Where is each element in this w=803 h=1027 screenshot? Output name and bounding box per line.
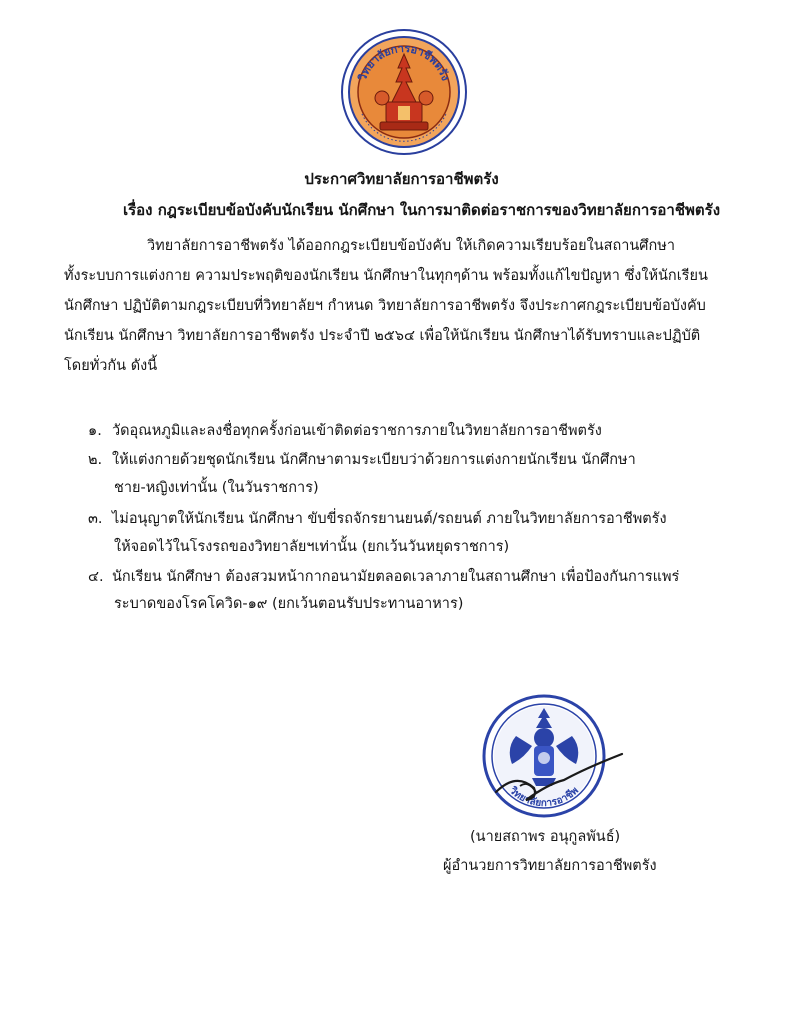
rule-item [88, 567, 679, 587]
rule-number: ๓. [88, 511, 103, 527]
rule-number: ๒. [88, 452, 103, 468]
rule-text-continued: ให้จอดไว้ในโรงรถของวิทยาลัยฯเท่านั้น (ยกเว้นวันหยุดราชการ) [114, 539, 510, 555]
college-seal-icon [340, 28, 468, 156]
rule-number: ๑. [88, 423, 102, 439]
rule-text: นักเรียน นักศึกษา ต้องสวมหน้ากากอนามัยตลอดเวลาภายในสถานศึกษา เพื่อป้องกันการแพร่ [112, 569, 680, 585]
rule-text: วัดอุณหภูมิและลงชื่อทุกครั้งก่อนเข้าติดต่อราชการภายในวิทยาลัยการอาชีพตรัง [112, 423, 602, 439]
body-line: โดยทั่วกัน ดังนี้ [64, 358, 158, 374]
rule-item [88, 509, 667, 529]
rule-text-continued: ระบาดของโรคโควิด-๑๙ (ยกเว้นตอนรับประทานอาหาร) [114, 596, 464, 612]
announcement-subject: เรื่อง กฎระเบียบข้อบังคับนักเรียน นักศึกษา ในการมาติดต่อราชการของวิทยาลัยการอาชีพตรัง [122, 201, 721, 219]
stamp-text: วิทยาลัยการอาชีพ [507, 785, 581, 810]
rule-item [88, 421, 602, 441]
rule-text-continued: ชาย-หญิงเท่านั้น (ในวันราชการ) [114, 480, 319, 496]
garuda-stamp-icon [476, 688, 626, 823]
body-line: ทั้งระบบการแต่งกาย ความประพฤติของนักเรียน นักศึกษาในทุกๆด้าน พร้อมทั้งแก้ไขปัญหา ซึ่งให้นักเรียน [64, 268, 708, 284]
rule-number: ๔. [88, 569, 104, 585]
signatory-name: (นายสถาพร อนุกูลพันธ์) [470, 829, 621, 845]
announcement-title: ประกาศวิทยาลัยการอาชีพตรัง [304, 170, 499, 188]
body-line: วิทยาลัยการอาชีพตรัง ได้ออกกฎระเบียบข้อบังคับ ให้เกิดความเรียบร้อยในสถานศึกษา [147, 238, 675, 254]
rule-item [88, 450, 636, 470]
body-line: นักเรียน นักศึกษา วิทยาลัยการอาชีพตรัง ประจำปี ๒๕๖๔ เพื่อให้นักเรียน นักศึกษาได้รับทราบและปฏิบัติ [64, 328, 701, 344]
signatory-position: ผู้อำนวยการวิทยาลัยการอาชีพตรัง [443, 858, 657, 874]
rule-text: ให้แต่งกายด้วยชุดนักเรียน นักศึกษาตามระเบียบว่าด้วยการแต่งกายนักเรียน นักศึกษา [112, 452, 636, 468]
body-line: นักศึกษา ปฏิบัติตามกฎระเบียบที่วิทยาลัยฯ กำหนด วิทยาลัยการอาชีพตรัง จึงประกาศกฎระเบียบข้อบังคับ [64, 298, 706, 314]
rule-text: ไม่อนุญาตให้นักเรียน นักศึกษา ขับขี่รถจักรยานยนต์/รถยนต์ ภายในวิทยาลัยการอาชีพตรัง [112, 511, 667, 527]
logo-arc-text: วิทยาลัยการอาชีพตรัง [355, 41, 453, 83]
